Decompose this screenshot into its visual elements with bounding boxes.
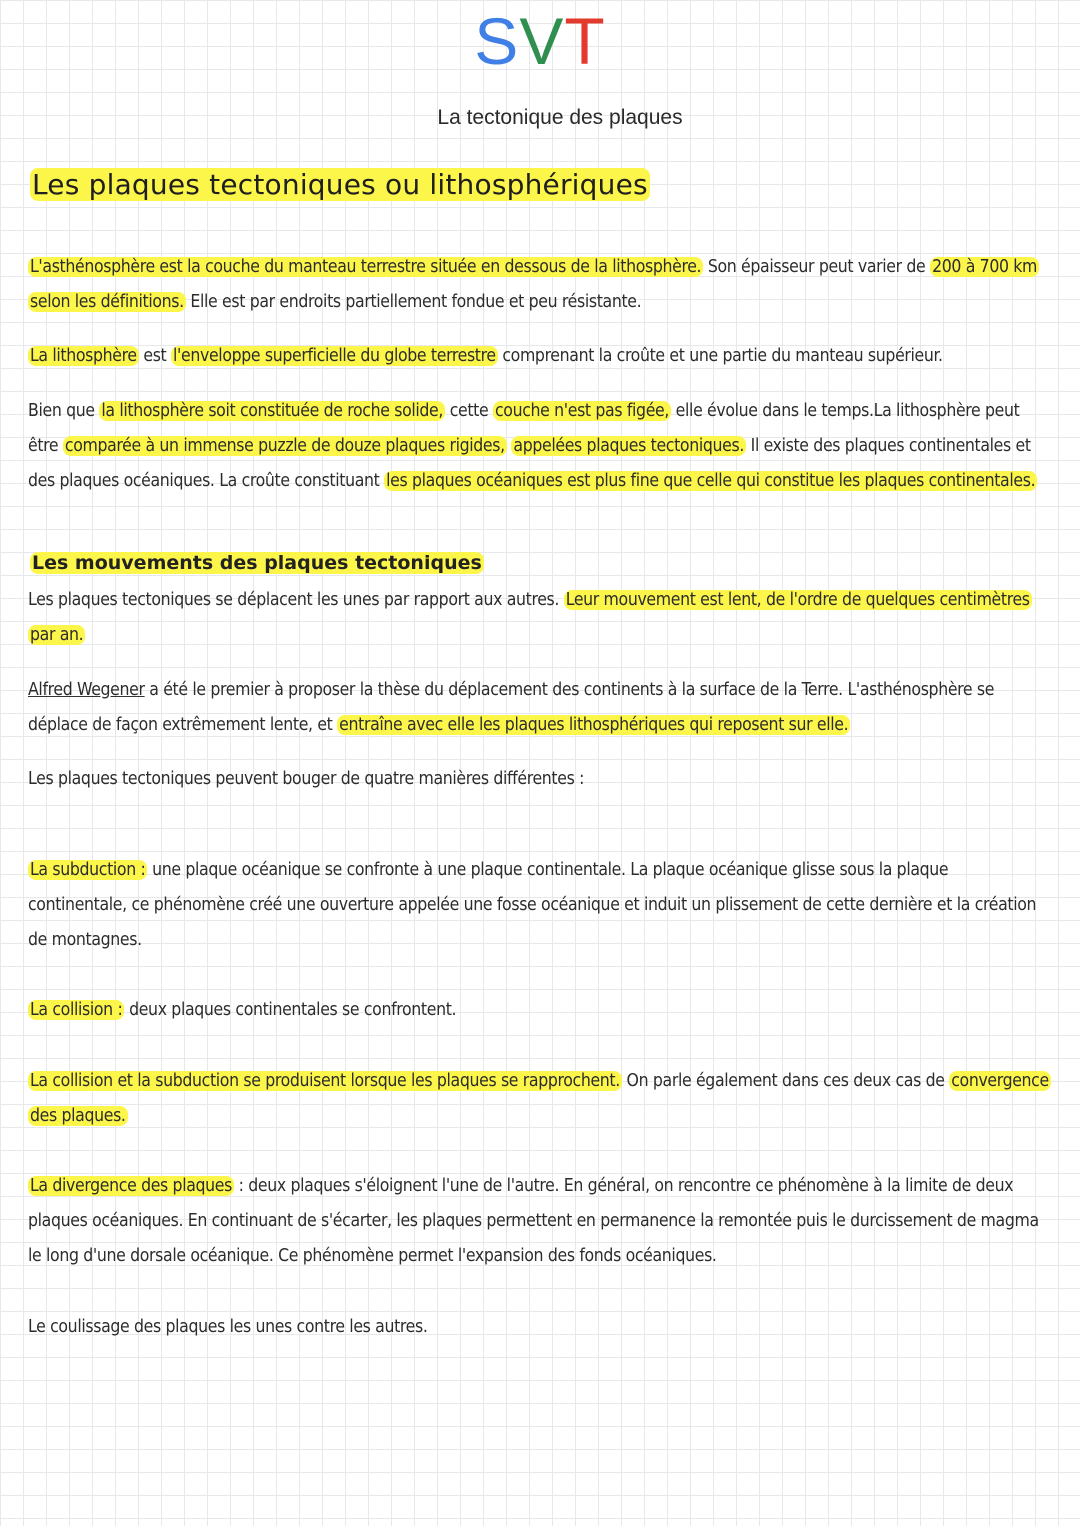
paragraph-collision: [28, 993, 1050, 1028]
text: comprenant la croûte et une partie du manteau supérieur.: [497, 346, 943, 366]
paragraph-subduction: [28, 853, 1050, 958]
highlight: La lithosphère: [30, 346, 137, 366]
paragraph-convergence: [28, 1064, 1050, 1134]
highlight: l'enveloppe superficielle du globe terrestre: [173, 346, 496, 366]
logo-letter-s: S: [474, 4, 520, 78]
highlight: L'asthénosphère est la couche du manteau terrestre située en dessous de la lithosphère.: [30, 257, 702, 277]
paragraph-asthenosphere: [28, 250, 1050, 320]
text: cette: [445, 401, 493, 421]
paragraph-divergence: [28, 1169, 1050, 1274]
highlight: La collision :: [30, 1000, 123, 1020]
highlight: les plaques océaniques est plus fine que celle qui constitue les plaques continentales.: [386, 471, 1036, 491]
highlight: la lithosphère soit constituée de roche solide,: [101, 401, 444, 421]
highlight: appelées plaques tectoniques.: [513, 436, 744, 456]
svt-logo: [0, 4, 1080, 78]
paragraph-wegener: [28, 673, 1050, 743]
highlight: 200 à 700 km selon les définitions.: [30, 257, 1038, 312]
highlight: La divergence des plaques: [30, 1176, 232, 1196]
highlight: comparée à un immense puzzle de douze plaques rigides,: [64, 436, 505, 456]
highlight: convergence des plaques.: [30, 1071, 1049, 1126]
text: Son épaisseur peut varier de: [703, 257, 931, 277]
text: Il existe des plaques continentales et des plaques océaniques. La croûte constituant: [28, 436, 1031, 491]
logo-letter-v: V: [519, 4, 565, 78]
text: On parle également dans ces deux cas de: [621, 1071, 950, 1091]
section-title-mouvements: [30, 552, 484, 574]
paragraph-coulissage: Le coulissage des plaques les unes contre les autres.: [28, 1317, 428, 1337]
text: : deux plaques s'éloignent l'une de l'autre. En général, on rencontre ce phénomène à la limite de deux plaques océaniques. En continuant de s'écarter, les plaques permettent en permanence la remontée puis le durcissement de magma le long d'une dorsale océanique. Ce phénomène permet l'expansion des fonds océaniques.: [28, 1176, 1039, 1266]
highlight: La subduction :: [30, 860, 146, 880]
text: est: [138, 346, 172, 366]
section-title-highlight: Les plaques tectoniques ou lithosphériques: [32, 168, 648, 201]
page-subtitle: La tectonique des plaques: [437, 106, 683, 129]
section-title-plaques: [30, 168, 650, 201]
highlight: entraîne avec elle les plaques lithosphériques qui reposent sur elle.: [339, 715, 849, 735]
paragraph-quatre-manieres: Les plaques tectoniques peuvent bouger de quatre manières différentes :: [28, 769, 585, 789]
highlight: La collision et la subduction se produisent lorsque les plaques se rapprochent.: [30, 1071, 620, 1091]
highlight: couche n'est pas figée,: [494, 401, 670, 421]
text: elle évolue dans le temps.La lithosphère peut être: [28, 401, 1020, 456]
logo-letter-t: T: [564, 4, 606, 78]
text: Les plaques tectoniques se déplacent les unes par rapport aux autres.: [28, 590, 564, 610]
paragraph-puzzle: [28, 394, 1050, 499]
text: deux plaques continentales se confrontent.: [124, 1000, 457, 1020]
section-subtitle-highlight: Les mouvements des plaques tectoniques: [32, 552, 482, 574]
underlined-name: Alfred Wegener: [28, 680, 145, 700]
text: Bien que: [28, 401, 100, 421]
paragraph-mouvement-lent: [28, 583, 1050, 653]
text: une plaque océanique se confronte à une plaque continentale. La plaque océanique glisse sous la plaque continentale, ce phénomène créé une ouverture appelée une fosse océanique et induit un plissement de cette dernière et la création de montagnes.: [28, 860, 1037, 950]
highlight: Leur mouvement est lent, de l'ordre de quelques centimètres par an.: [30, 590, 1030, 645]
text: a été le premier à proposer la thèse du déplacement des continents à la surface de la Terre. L'asthénosphère se déplace de façon extrêmement lente, et: [28, 680, 995, 735]
text: Elle est par endroits partiellement fondue et peu résistante.: [185, 292, 642, 312]
paragraph-lithosphere: [28, 339, 1050, 374]
